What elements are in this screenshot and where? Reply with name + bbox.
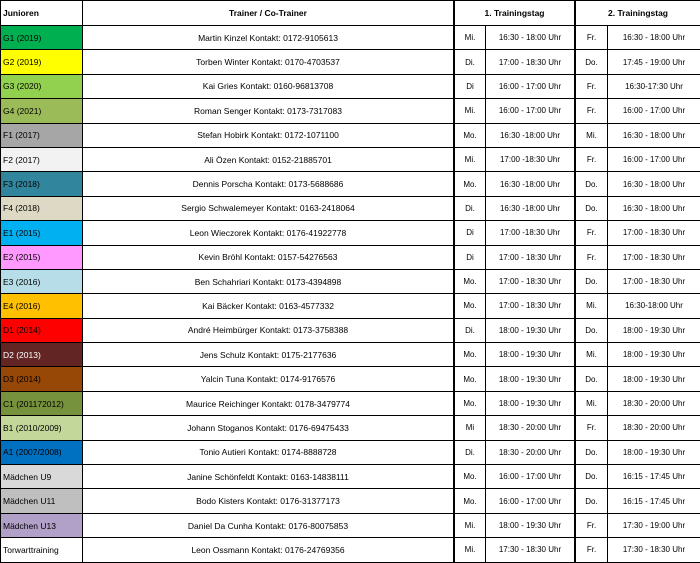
table-row	[1, 391, 700, 415]
team-cell: G1 (2019)	[1, 26, 83, 50]
team-cell: F4 (2018)	[1, 196, 83, 220]
day2-cell: Mi.	[576, 294, 608, 318]
day1-cell: Mi.	[455, 513, 486, 537]
team-cell: D3 (2014)	[1, 367, 83, 391]
team-cell: B1 (2010/2009)	[1, 416, 83, 440]
team-cell: F1 (2017)	[1, 123, 83, 147]
trainer-cell: Kai Bäcker Kontakt: 0163-4577332	[83, 294, 454, 318]
day2-cell: Do.	[576, 440, 608, 464]
day2-cell: Fr.	[576, 147, 608, 171]
trainer-cell: Kevin Bröhl Kontakt: 0157-54276563	[83, 245, 454, 269]
team-cell: D1 (2014)	[1, 318, 83, 342]
table-row	[1, 294, 700, 318]
time1-cell: 18:00 - 19:30 Uhr	[486, 318, 575, 342]
time1-cell: 18:30 - 20:00 Uhr	[486, 416, 575, 440]
table-row	[1, 99, 700, 123]
trainer-cell: Ali Özen Kontakt: 0152-21885701	[83, 147, 454, 171]
trainer-cell: Torben Winter Kontakt: 0170-4703537	[83, 50, 454, 74]
day2-cell: Do.	[576, 489, 608, 513]
time1-cell: 16:00 - 17:00 Uhr	[486, 99, 575, 123]
time2-cell: 16:00 - 17:00 Uhr	[608, 99, 700, 123]
time1-cell: 17:00 - 18:30 Uhr	[486, 50, 575, 74]
time1-cell: 18:00 - 19:30 Uhr	[486, 391, 575, 415]
day2-cell: Fr.	[576, 538, 608, 562]
day1-cell: Di	[455, 74, 486, 98]
time2-cell: 16:30 - 18:00 Uhr	[608, 26, 700, 50]
day1-cell: Mi.	[455, 147, 486, 171]
team-cell: Torwarttraining	[1, 538, 83, 562]
team-cell: E4 (2016)	[1, 294, 83, 318]
day1-cell: Mo.	[455, 172, 486, 196]
time2-cell: 16:15 - 17:45 Uhr	[608, 489, 700, 513]
time1-cell: 16:00 - 17:00 Uhr	[486, 489, 575, 513]
trainer-cell: Leon Wieczorek Kontakt: 0176-41922778	[83, 221, 454, 245]
time2-cell: 16:30 - 18:00 Uhr	[608, 172, 700, 196]
table-row	[1, 26, 700, 50]
day1-cell: Di.	[455, 50, 486, 74]
time2-cell: 16:30-18:00 Uhr	[608, 294, 700, 318]
table-row	[1, 245, 700, 269]
header-training-day-1: 1. Trainingstag	[455, 1, 575, 26]
time2-cell: 17:00 - 18:30 Uhr	[608, 221, 700, 245]
team-cell: Mädchen U11	[1, 489, 83, 513]
table-row	[1, 367, 700, 391]
day2-cell: Do.	[576, 318, 608, 342]
table-row	[1, 123, 700, 147]
time2-cell: 17:00 - 18:30 Uhr	[608, 245, 700, 269]
header-training-day-2: 2. Trainingstag	[576, 1, 700, 26]
team-cell: D2 (2013)	[1, 343, 83, 367]
table-row	[1, 465, 700, 489]
trainer-cell: Bodo Kisters Kontakt: 0176-31377173	[83, 489, 454, 513]
time1-cell: 18:30 - 20:00 Uhr	[486, 440, 575, 464]
time1-cell: 18:00 - 19:30 Uhr	[486, 513, 575, 537]
day2-cell: Do.	[576, 269, 608, 293]
time1-cell: 17:00 - 18:30 Uhr	[486, 269, 575, 293]
trainer-cell: Ben Schahriari Kontakt: 0173-4394898	[83, 269, 454, 293]
day2-cell: Fr.	[576, 513, 608, 537]
time1-cell: 17:00 -18:30 Uhr	[486, 221, 575, 245]
day1-cell: Mo.	[455, 367, 486, 391]
day1-cell: Mi	[455, 416, 486, 440]
table-row	[1, 538, 700, 562]
table-row	[1, 172, 700, 196]
time2-cell: 17:45 - 19:00 Uhr	[608, 50, 700, 74]
day1-cell: Mo.	[455, 391, 486, 415]
team-cell: Mädchen U9	[1, 465, 83, 489]
day1-cell: Mo.	[455, 489, 486, 513]
trainer-cell: Kai Gries Kontakt: 0160-96813708	[83, 74, 454, 98]
time2-cell: 18:00 - 19:30 Uhr	[608, 367, 700, 391]
day1-cell: Mo.	[455, 123, 486, 147]
trainer-cell: Janine Schönfeldt Kontakt: 0163-14838111	[83, 465, 454, 489]
table-row	[1, 147, 700, 171]
day1-cell: Mo.	[455, 465, 486, 489]
schedule-rows	[1, 26, 700, 563]
team-cell: F3 (2018)	[1, 172, 83, 196]
day1-cell: Mo.	[455, 269, 486, 293]
trainer-cell: Jens Schulz Kontakt: 0175-2177636	[83, 343, 454, 367]
day1-cell: Mi.	[455, 99, 486, 123]
trainer-cell: Tonio Autieri Kontakt: 0174-8888728	[83, 440, 454, 464]
day2-cell: Fr.	[576, 416, 608, 440]
day2-cell: Mi.	[576, 391, 608, 415]
day1-cell: Di.	[455, 196, 486, 220]
team-cell: G2 (2019)	[1, 50, 83, 74]
trainer-cell: Yalcin Tuna Kontakt: 0174-9176576	[83, 367, 454, 391]
day2-cell: Fr.	[576, 245, 608, 269]
trainer-cell: Dennis Porscha Kontakt: 0173-5688686	[83, 172, 454, 196]
day1-cell: Mo.	[455, 294, 486, 318]
team-cell: E2 (2015)	[1, 245, 83, 269]
time2-cell: 16:15 - 17:45 Uhr	[608, 465, 700, 489]
header-row	[1, 1, 700, 26]
header-trainer: Trainer / Co-Trainer	[83, 1, 454, 26]
day1-cell: Di	[455, 221, 486, 245]
time2-cell: 17:30 - 18:30 Uhr	[608, 538, 700, 562]
table-row	[1, 513, 700, 537]
day2-cell: Do.	[576, 172, 608, 196]
day2-cell: Fr.	[576, 221, 608, 245]
table-row	[1, 318, 700, 342]
day1-cell: Di	[455, 245, 486, 269]
table-row	[1, 196, 700, 220]
table-row	[1, 440, 700, 464]
team-cell: F2 (2017)	[1, 147, 83, 171]
header-junioren: Junioren	[1, 1, 83, 26]
time2-cell: 17:30 - 19:00 Uhr	[608, 513, 700, 537]
trainer-cell: André Heimbürger Kontakt: 0173-3758388	[83, 318, 454, 342]
time1-cell: 18:00 - 19:30 Uhr	[486, 343, 575, 367]
day2-cell: Mi.	[576, 343, 608, 367]
table-row	[1, 221, 700, 245]
trainer-cell: Johann Stoganos Kontakt: 0176-69475433	[83, 416, 454, 440]
time1-cell: 17:00 - 18:30 Uhr	[486, 294, 575, 318]
trainer-cell: Leon Ossmann Kontakt: 0176-24769356	[83, 538, 454, 562]
day2-cell: Do.	[576, 367, 608, 391]
time1-cell: 16:30 -18:00 Uhr	[486, 172, 575, 196]
trainer-cell: Daniel Da Cunha Kontakt: 0176-80075853	[83, 513, 454, 537]
time2-cell: 18:30 - 20:00 Uhr	[608, 391, 700, 415]
day2-cell: Do.	[576, 465, 608, 489]
time1-cell: 16:00 - 17:00 Uhr	[486, 74, 575, 98]
team-cell: E3 (2016)	[1, 269, 83, 293]
table-row	[1, 343, 700, 367]
time1-cell: 17:00 -18:30 Uhr	[486, 147, 575, 171]
time1-cell: 17:00 - 18:30 Uhr	[486, 245, 575, 269]
time1-cell: 16:00 - 17:00 Uhr	[486, 465, 575, 489]
day2-cell: Mi.	[576, 123, 608, 147]
day1-cell: Di.	[455, 440, 486, 464]
day1-cell: Di.	[455, 318, 486, 342]
table-row	[1, 74, 700, 98]
day2-cell: Do.	[576, 196, 608, 220]
trainer-cell: Stefan Hobirk Kontakt: 0172-1071100	[83, 123, 454, 147]
table-row	[1, 50, 700, 74]
time2-cell: 18:00 - 19:30 Uhr	[608, 440, 700, 464]
trainer-cell: Maurice Reichinger Kontakt: 0178-3479774	[83, 391, 454, 415]
day2-cell: Fr.	[576, 74, 608, 98]
time2-cell: 18:00 - 19:30 Uhr	[608, 343, 700, 367]
trainer-cell: Sergio Schwalemeyer Kontakt: 0163-2418064	[83, 196, 454, 220]
day1-cell: Mi.	[455, 26, 486, 50]
team-cell: G4 (2021)	[1, 99, 83, 123]
team-cell: C1 (201172012)	[1, 391, 83, 415]
time1-cell: 16:30 -18:00 Uhr	[486, 123, 575, 147]
table-row	[1, 269, 700, 293]
trainer-cell: Roman Senger Kontakt: 0173-7317083	[83, 99, 454, 123]
trainer-cell: Martin Kinzel Kontakt: 0172-9105613	[83, 26, 454, 50]
day2-cell: Fr.	[576, 99, 608, 123]
time1-cell: 17:30 - 18:30 Uhr	[486, 538, 575, 562]
table-row	[1, 489, 700, 513]
time2-cell: 16:00 - 17:00 Uhr	[608, 147, 700, 171]
team-cell: A1 (2007/2008)	[1, 440, 83, 464]
time2-cell: 18:00 - 19:30 Uhr	[608, 318, 700, 342]
time2-cell: 18:30 - 20:00 Uhr	[608, 416, 700, 440]
time1-cell: 16:30 - 18:00 Uhr	[486, 26, 575, 50]
team-cell: Mädchen U13	[1, 513, 83, 537]
day1-cell: Mo.	[455, 343, 486, 367]
time2-cell: 17:00 - 18:30 Uhr	[608, 269, 700, 293]
time1-cell: 16:30 -18:00 Uhr	[486, 196, 575, 220]
time2-cell: 16:30 - 18:00 Uhr	[608, 196, 700, 220]
team-cell: E1 (2015)	[1, 221, 83, 245]
day1-cell: Mi.	[455, 538, 486, 562]
day2-cell: Fr.	[576, 26, 608, 50]
time2-cell: 16:30 - 18:00 Uhr	[608, 123, 700, 147]
time2-cell: 16:30-17:30 Uhr	[608, 74, 700, 98]
table-row	[1, 416, 700, 440]
time1-cell: 18:00 - 19:30 Uhr	[486, 367, 575, 391]
team-cell: G3 (2020)	[1, 74, 83, 98]
day2-cell: Do.	[576, 50, 608, 74]
